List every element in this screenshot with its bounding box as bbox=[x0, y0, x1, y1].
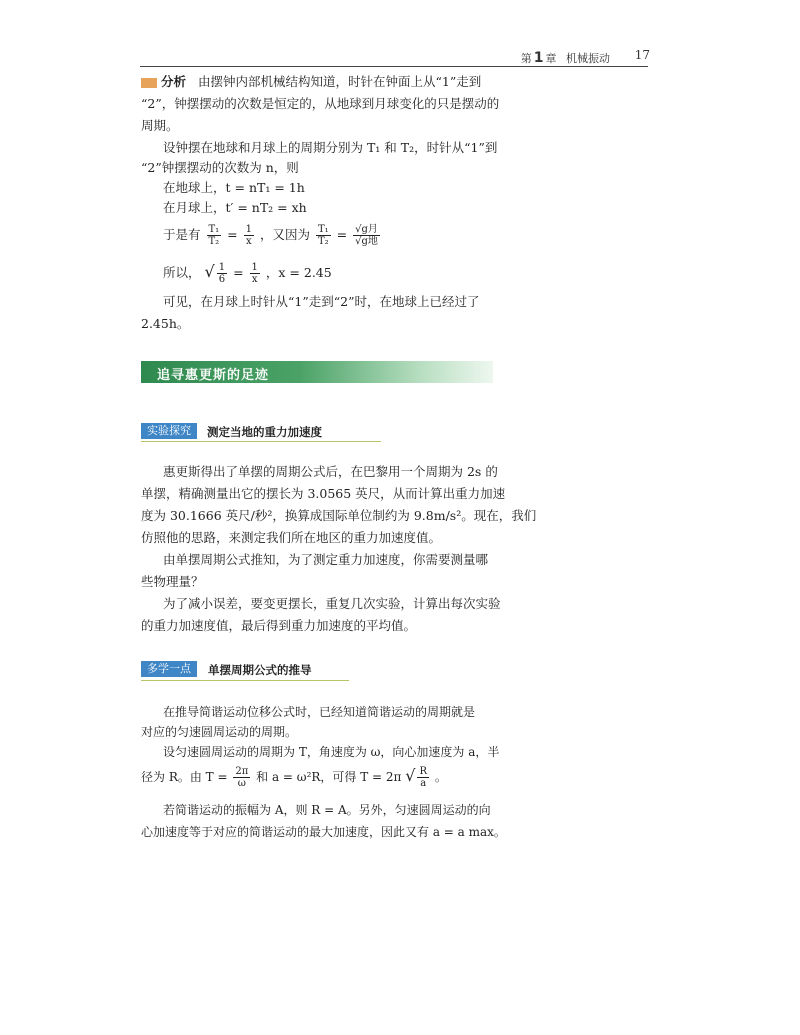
analysis-line-4: 设钟摆在地球和月球上的周期分别为 T₁ 和 T₂，时针从“1”到 bbox=[163, 140, 498, 155]
learn-more-tag: 多学一点 bbox=[141, 661, 197, 677]
eq-text-a: 于是有 bbox=[163, 227, 201, 242]
analysis-line-1 bbox=[141, 74, 481, 90]
eq-text-b: ，又因为 bbox=[260, 227, 311, 242]
eq-sign: = bbox=[227, 227, 238, 242]
learn-more-title: 单摆周期公式的推导 bbox=[208, 663, 312, 677]
frac-den: ω bbox=[237, 778, 246, 789]
frac-num: T₁ bbox=[208, 224, 220, 235]
frac-num: R bbox=[419, 766, 428, 777]
experiment-tag: 实验探究 bbox=[141, 423, 197, 439]
experiment-line-6: 些物理量？ bbox=[141, 574, 204, 589]
frac-num: 1 bbox=[245, 224, 253, 235]
experiment-line-5: 由单摆周期公式推知，为了测定重力加速度，你需要测量哪 bbox=[163, 552, 489, 567]
fraction-1-x bbox=[244, 224, 254, 247]
eq2-text-a: 所以， bbox=[163, 265, 201, 280]
analysis-line-6: 在地球上，t = nT₁ = 1h bbox=[163, 180, 305, 195]
fraction-2pi-omega bbox=[233, 766, 250, 789]
frac-den: √g地 bbox=[355, 236, 378, 247]
frac-num: 2π bbox=[235, 766, 249, 777]
eq2-text-b: ，x = 2.45 bbox=[265, 265, 332, 280]
learn-line-6: 心加速度等于对应的简谐运动的最大加速度，因此又有 a = a max。 bbox=[141, 825, 506, 839]
analysis-text-1: 由摆钟内部机械结构知道，时针在钟面上从“1”走到 bbox=[198, 74, 482, 89]
page-number: 17 bbox=[634, 48, 650, 62]
analysis-line-3: 周期。 bbox=[141, 118, 179, 133]
fraction-1-x-b bbox=[250, 262, 260, 285]
fraction-t1-t2 bbox=[207, 224, 222, 247]
learn-eq-b: 和 a = ω²R，可得 T = 2π bbox=[256, 770, 402, 784]
experiment-line-7: 为了减小误差，要变更摆长，重复几次实验，计算出每次实验 bbox=[163, 596, 501, 611]
chapter-header bbox=[400, 50, 610, 66]
frac-den: x bbox=[246, 236, 252, 247]
experiment-underline bbox=[141, 441, 381, 442]
analysis-line-10: 可见，在月球上时针从“1”走到“2”时，在地球上已经过了 bbox=[163, 294, 480, 309]
learn-more-underline bbox=[141, 680, 349, 681]
fraction-1-6 bbox=[217, 262, 227, 285]
fraction-r-a bbox=[417, 766, 429, 789]
chapter-title: 机械振动 bbox=[566, 52, 610, 65]
learn-eq-a: 径为 R。由 T = bbox=[141, 770, 228, 784]
frac-den: 6 bbox=[218, 274, 226, 285]
fraction-t1-t2-b bbox=[316, 224, 331, 247]
analysis-line-9 bbox=[163, 262, 332, 285]
frac-num: 1 bbox=[251, 262, 258, 273]
analysis-line-7: 在月球上，t′ = nT₂ = xh bbox=[163, 200, 307, 215]
eq2-sign: = bbox=[233, 265, 244, 280]
learn-line-3: 设匀速圆周运动的周期为 T，角速度为 ω，向心加速度为 a，半 bbox=[163, 745, 500, 759]
analysis-label: 分析 bbox=[161, 74, 187, 89]
learn-line-2: 对应的匀速圆周运动的周期。 bbox=[141, 725, 298, 739]
learn-line-1: 在推导简谐运动位移公式时，已经知道简谐运动的周期就是 bbox=[163, 705, 476, 719]
analysis-line-8 bbox=[163, 224, 382, 247]
learn-line-4 bbox=[141, 766, 447, 789]
chapter-number: 1 bbox=[533, 50, 544, 66]
frac-den: T₂ bbox=[318, 236, 329, 247]
analysis-line-2: “2”，钟摆摆动的次数是恒定的，从地球到月球变化的只是摆动的 bbox=[141, 96, 500, 111]
frac-den: x bbox=[251, 274, 258, 285]
experiment-title: 测定当地的重力加速度 bbox=[207, 425, 322, 439]
fraction-g-ratio bbox=[353, 224, 380, 247]
analysis-icon bbox=[141, 78, 157, 88]
banner-title: 追寻惠更斯的足迹 bbox=[157, 368, 270, 383]
experiment-line-1: 惠更斯得出了单摆的周期公式后，在巴黎用一个周期为 2s 的 bbox=[163, 464, 498, 479]
frac-num: √g月 bbox=[355, 224, 378, 235]
experiment-line-8: 的重力加速度值，最后得到重力加速度的平均值。 bbox=[141, 618, 417, 633]
sqrt-symbol: √ bbox=[204, 262, 215, 281]
frac-num: T₁ bbox=[318, 224, 329, 235]
analysis-line-11: 2.45h。 bbox=[141, 316, 190, 331]
sqrt-symbol-2: √ bbox=[405, 766, 416, 785]
section-banner bbox=[141, 361, 493, 383]
header-rule bbox=[140, 66, 648, 67]
analysis-line-5: “2”钟摆摆动的次数为 n，则 bbox=[141, 160, 299, 175]
experiment-line-4: 仿照他的思路，来测定我们所在地区的重力加速度值。 bbox=[141, 530, 442, 545]
frac-den: T₂ bbox=[208, 236, 220, 247]
eq-sign-2: = bbox=[336, 227, 348, 242]
experiment-line-2: 单摆，精确测量出它的摆长为 3.0565 英尺，从而计算出重力加速 bbox=[141, 486, 506, 501]
frac-num: 1 bbox=[218, 262, 226, 273]
frac-den: a bbox=[420, 778, 427, 789]
experiment-line-3: 度为 30.1666 英尺/秒²，换算成国际单位制约为 9.8m/s²。现在，我们 bbox=[141, 508, 537, 523]
chapter-suffix: 章 bbox=[545, 52, 557, 65]
chapter-prefix: 第 bbox=[520, 52, 532, 65]
learn-eq-c: 。 bbox=[434, 770, 447, 784]
learn-line-5: 若简谐运动的振幅为 A，则 R = A。另外，匀速圆周运动的向 bbox=[163, 803, 491, 817]
